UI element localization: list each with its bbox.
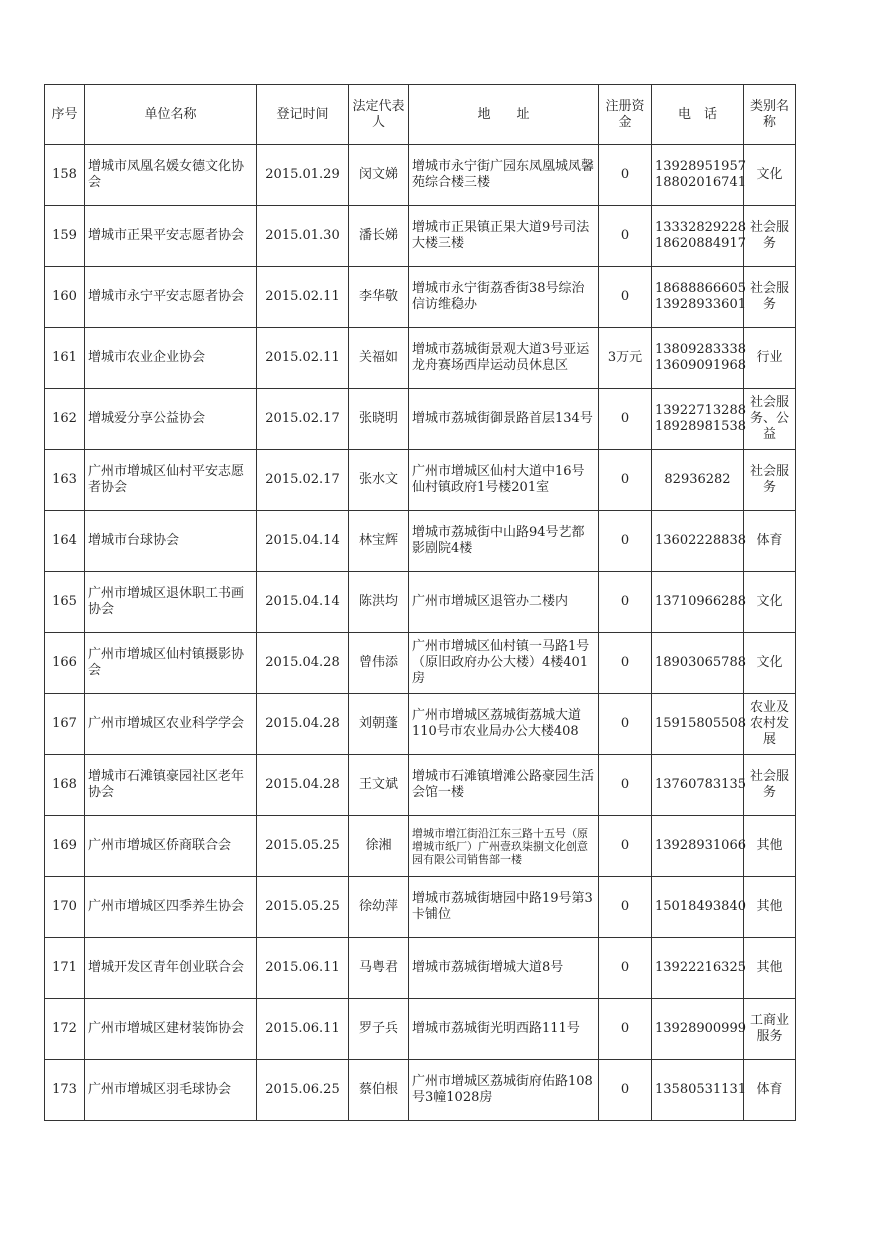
category-cell: 文化	[744, 633, 796, 694]
seq-cell: 159	[45, 206, 85, 267]
unit-name-cell: 增城市台球协会	[85, 511, 257, 572]
phone-number: 82936282	[664, 472, 731, 487]
unit-name-cell: 广州市增城区四季养生协会	[85, 877, 257, 938]
phone-cell	[652, 511, 744, 572]
table-row	[45, 877, 796, 938]
category-cell: 文化	[744, 572, 796, 633]
category-cell: 体育	[744, 511, 796, 572]
table-row	[45, 389, 796, 450]
capital-cell: 0	[599, 450, 652, 511]
address-cell: 增城市荔城街中山路94号艺都影剧院4楼	[409, 511, 599, 572]
category-cell: 社会服务	[744, 267, 796, 328]
phone-number: 13760783135	[655, 777, 746, 792]
capital-cell: 0	[599, 511, 652, 572]
header-seq: 序号	[45, 85, 85, 145]
category-cell: 社会服务	[744, 206, 796, 267]
phone-cell	[652, 755, 744, 816]
seq-cell: 167	[45, 694, 85, 755]
unit-name-cell: 广州市增城区建材装饰协会	[85, 999, 257, 1060]
phone-cell	[652, 1060, 744, 1121]
unit-name-cell: 增城开发区青年创业联合会	[85, 938, 257, 999]
capital-cell: 0	[599, 633, 652, 694]
table-row	[45, 145, 796, 206]
table-row	[45, 511, 796, 572]
phone-number: 13928900999	[655, 1021, 746, 1036]
unit-name-cell: 广州市增城区农业科学学会	[85, 694, 257, 755]
address-cell: 增城市荔城街景观大道3号亚运龙舟赛场西岸运动员休息区	[409, 328, 599, 389]
header-phone: 电 话	[652, 85, 744, 145]
table-row	[45, 816, 796, 877]
phone-cell	[652, 816, 744, 877]
header-addr: 地 址	[409, 85, 599, 145]
phone-number: 13602228838	[655, 533, 746, 548]
capital-cell: 0	[599, 1060, 652, 1121]
table-row	[45, 694, 796, 755]
address-cell: 广州市增城区荔城街府佑路108号3幢1028房	[409, 1060, 599, 1121]
unit-name-cell: 增城市正果平安志愿者协会	[85, 206, 257, 267]
table-row	[45, 572, 796, 633]
header-row	[45, 85, 796, 145]
phone-number: 15915805508	[655, 716, 746, 731]
rep-cell: 徐湘	[349, 816, 409, 877]
header-name: 单位名称	[85, 85, 257, 145]
unit-name-cell: 增城市农业企业协会	[85, 328, 257, 389]
phone-number: 13928951957	[655, 159, 746, 174]
rep-cell: 罗子兵	[349, 999, 409, 1060]
seq-cell: 162	[45, 389, 85, 450]
capital-cell: 0	[599, 999, 652, 1060]
capital-cell: 0	[599, 694, 652, 755]
rep-cell: 马粤君	[349, 938, 409, 999]
date-cell: 2015.05.25	[257, 816, 349, 877]
date-cell: 2015.04.28	[257, 694, 349, 755]
category-cell: 文化	[744, 145, 796, 206]
seq-cell: 172	[45, 999, 85, 1060]
unit-name-cell: 广州市增城区仙村平安志愿者协会	[85, 450, 257, 511]
phone-cell	[652, 938, 744, 999]
date-cell: 2015.01.29	[257, 145, 349, 206]
phone-number: 18688866605	[655, 281, 746, 296]
phone-number: 13809283338	[655, 342, 746, 357]
capital-cell: 0	[599, 206, 652, 267]
unit-name-cell: 广州市增城区侨商联合会	[85, 816, 257, 877]
table-row	[45, 328, 796, 389]
capital-cell: 0	[599, 145, 652, 206]
seq-cell: 165	[45, 572, 85, 633]
phone-cell	[652, 633, 744, 694]
address-cell: 广州市增城区仙村镇一马路1号（原旧政府办公大楼）4楼401房	[409, 633, 599, 694]
phone-number: 13710966288	[655, 594, 746, 609]
rep-cell: 曾伟添	[349, 633, 409, 694]
seq-cell: 171	[45, 938, 85, 999]
phone-cell	[652, 328, 744, 389]
phone-number: 18620884917	[655, 236, 746, 251]
unit-name-cell: 增城市石滩镇豪园社区老年协会	[85, 755, 257, 816]
unit-name-cell: 广州市增城区退休职工书画协会	[85, 572, 257, 633]
header-date: 登记时间	[257, 85, 349, 145]
category-cell: 其他	[744, 816, 796, 877]
rep-cell: 林宝辉	[349, 511, 409, 572]
phone-number: 18903065788	[655, 655, 746, 670]
rep-cell: 潘长娣	[349, 206, 409, 267]
capital-cell: 0	[599, 267, 652, 328]
header-rep: 法定代表人	[349, 85, 409, 145]
address-cell: 增城市正果镇正果大道9号司法大楼三楼	[409, 206, 599, 267]
rep-cell: 陈洪均	[349, 572, 409, 633]
rep-cell: 张晓明	[349, 389, 409, 450]
category-cell: 社会服务	[744, 755, 796, 816]
category-cell: 其他	[744, 877, 796, 938]
seq-cell: 169	[45, 816, 85, 877]
seq-cell: 164	[45, 511, 85, 572]
phone-cell	[652, 572, 744, 633]
rep-cell: 蔡伯根	[349, 1060, 409, 1121]
rep-cell: 张水文	[349, 450, 409, 511]
capital-cell: 0	[599, 816, 652, 877]
capital-cell: 0	[599, 572, 652, 633]
address-cell: 广州市增城区退管办二楼内	[409, 572, 599, 633]
phone-number: 18928981538	[655, 419, 746, 434]
table-row	[45, 206, 796, 267]
phone-cell	[652, 389, 744, 450]
category-cell: 工商业服务	[744, 999, 796, 1060]
address-cell: 增城市永宁街广园东凤凰城凤馨苑综合楼三楼	[409, 145, 599, 206]
phone-number: 13922713288	[655, 403, 746, 418]
phone-number: 13580531131	[655, 1082, 746, 1097]
seq-cell: 160	[45, 267, 85, 328]
capital-cell: 0	[599, 389, 652, 450]
phone-cell	[652, 999, 744, 1060]
table-row	[45, 1060, 796, 1121]
unit-name-cell: 增城市永宁平安志愿者协会	[85, 267, 257, 328]
rep-cell: 刘朝蓬	[349, 694, 409, 755]
seq-cell: 166	[45, 633, 85, 694]
phone-number: 13928931066	[655, 838, 746, 853]
date-cell: 2015.04.28	[257, 755, 349, 816]
category-cell: 社会服务、公益	[744, 389, 796, 450]
address-cell: 增城市荔城街御景路首层134号	[409, 389, 599, 450]
capital-cell: 3万元	[599, 328, 652, 389]
table-row	[45, 999, 796, 1060]
seq-cell: 163	[45, 450, 85, 511]
date-cell: 2015.04.14	[257, 572, 349, 633]
phone-number: 13922216325	[655, 960, 746, 975]
date-cell: 2015.02.11	[257, 328, 349, 389]
phone-cell	[652, 877, 744, 938]
rep-cell: 关福如	[349, 328, 409, 389]
category-cell: 其他	[744, 938, 796, 999]
date-cell: 2015.02.17	[257, 389, 349, 450]
seq-cell: 158	[45, 145, 85, 206]
phone-number: 13928933601	[655, 297, 746, 312]
address-cell: 增城市增江街沿江东三路十五号（原增城市纸厂）广州壹玖柒捌文化创意园有限公司销售部一楼	[409, 816, 599, 877]
rep-cell: 李华敬	[349, 267, 409, 328]
seq-cell: 170	[45, 877, 85, 938]
date-cell: 2015.02.11	[257, 267, 349, 328]
rep-cell: 王文斌	[349, 755, 409, 816]
phone-number: 13609091968	[655, 358, 746, 373]
address-cell: 广州市增城区荔城街荔城大道110号市农业局办公大楼408	[409, 694, 599, 755]
address-cell: 增城市荔城街增城大道8号	[409, 938, 599, 999]
date-cell: 2015.01.30	[257, 206, 349, 267]
seq-cell: 161	[45, 328, 85, 389]
category-cell: 社会服务	[744, 450, 796, 511]
address-cell: 增城市荔城街光明西路111号	[409, 999, 599, 1060]
seq-cell: 168	[45, 755, 85, 816]
table-row	[45, 267, 796, 328]
unit-name-cell: 增城爱分享公益协会	[85, 389, 257, 450]
category-cell: 农业及农村发展	[744, 694, 796, 755]
table-row	[45, 755, 796, 816]
address-cell: 增城市石滩镇增滩公路豪园生活会馆一楼	[409, 755, 599, 816]
capital-cell: 0	[599, 755, 652, 816]
category-cell: 体育	[744, 1060, 796, 1121]
phone-cell	[652, 694, 744, 755]
address-cell: 广州市增城区仙村大道中16号仙村镇政府1号楼201室	[409, 450, 599, 511]
table-row	[45, 633, 796, 694]
date-cell: 2015.04.14	[257, 511, 349, 572]
address-cell: 增城市永宁街荔香街38号综治信访维稳办	[409, 267, 599, 328]
date-cell: 2015.04.28	[257, 633, 349, 694]
phone-number: 15018493840	[655, 899, 746, 914]
rep-cell: 闵文娣	[349, 145, 409, 206]
unit-name-cell: 广州市增城区仙村镇摄影协会	[85, 633, 257, 694]
phone-number: 13332829228	[655, 220, 746, 235]
unit-name-cell: 广州市增城区羽毛球协会	[85, 1060, 257, 1121]
capital-cell: 0	[599, 938, 652, 999]
phone-cell	[652, 450, 744, 511]
date-cell: 2015.02.17	[257, 450, 349, 511]
phone-cell	[652, 267, 744, 328]
header-category: 类别名称	[744, 85, 796, 145]
table-row	[45, 938, 796, 999]
seq-cell: 173	[45, 1060, 85, 1121]
table-row	[45, 450, 796, 511]
phone-cell	[652, 206, 744, 267]
date-cell: 2015.06.11	[257, 938, 349, 999]
phone-number: 18802016741	[655, 175, 746, 190]
unit-name-cell: 增城市凤凰名媛女德文化协会	[85, 145, 257, 206]
registry-table	[44, 84, 796, 1121]
date-cell: 2015.06.25	[257, 1060, 349, 1121]
rep-cell: 徐幼萍	[349, 877, 409, 938]
date-cell: 2015.06.11	[257, 999, 349, 1060]
date-cell: 2015.05.25	[257, 877, 349, 938]
address-cell: 增城市荔城街塘园中路19号第3卡铺位	[409, 877, 599, 938]
capital-cell: 0	[599, 877, 652, 938]
category-cell: 行业	[744, 328, 796, 389]
header-capital: 注册资金	[599, 85, 652, 145]
phone-cell	[652, 145, 744, 206]
